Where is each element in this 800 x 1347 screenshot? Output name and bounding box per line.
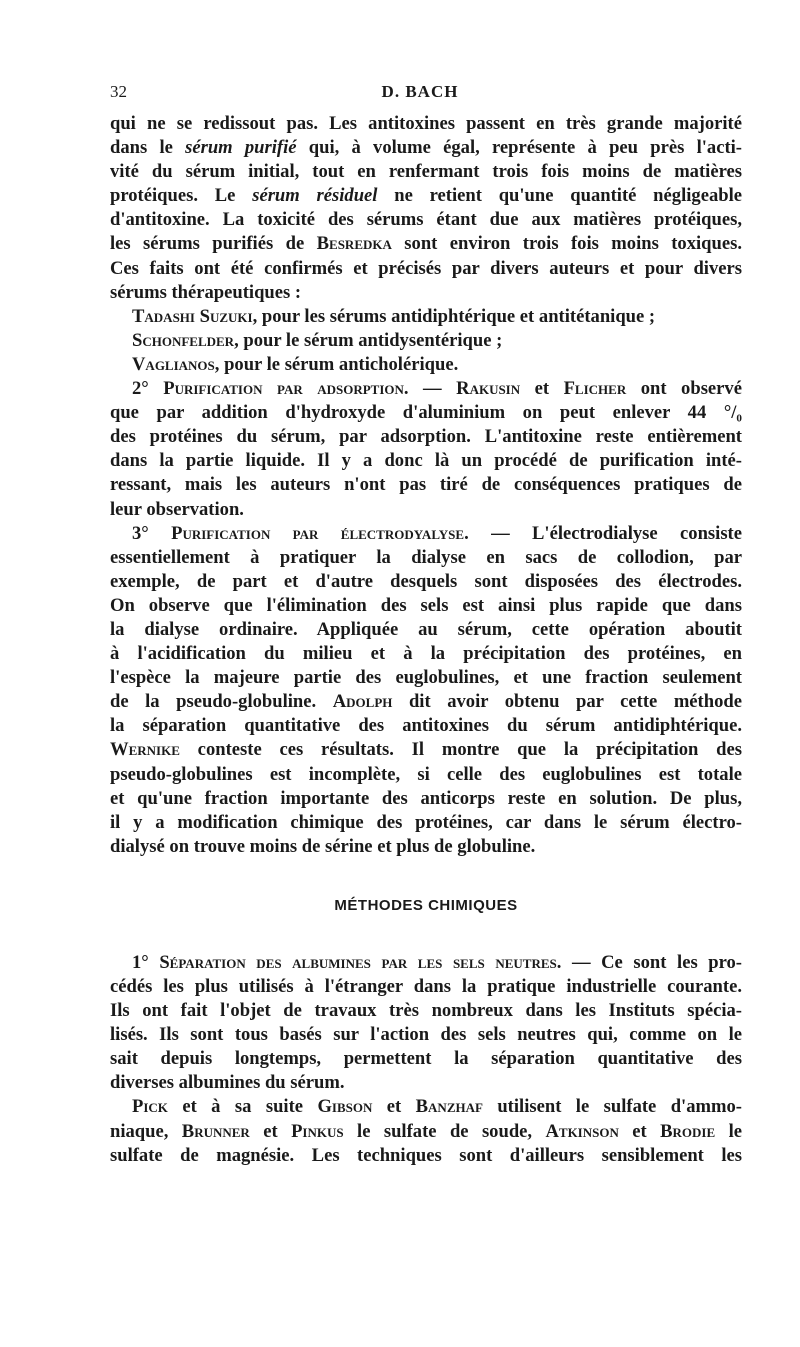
- author-name: Schonfelder: [132, 329, 235, 351]
- text-line: sérums thérapeutiques :: [110, 281, 302, 303]
- text-line: Wernike conteste ces résultats. Il montre que la précipitation des: [110, 739, 742, 761]
- text-line: des protéines du sérum, par adsorption. L'antitoxine reste entièrement: [110, 426, 742, 448]
- author-name: Vaglianos: [132, 353, 215, 375]
- author-name: Pinkus: [291, 1120, 344, 1142]
- text-line: la dialyse ordinaire. Appliquée au sérum, cette opération aboutit: [110, 618, 742, 640]
- text-line: 3° Purification par électrodyalyse. — L'électrodialyse consiste: [132, 522, 742, 544]
- text-line: ressant, mais les auteurs n'ont pas tiré de conséquences pratiques de: [110, 474, 742, 496]
- paragraph-techniques: [110, 1095, 742, 1167]
- author-name: Tadashi Suzuki: [132, 305, 253, 327]
- page-header: [110, 82, 730, 106]
- author-name: Brunner: [181, 1120, 250, 1142]
- author-name: Rakusin: [456, 378, 521, 400]
- text-line: cédés les plus utilisés à l'étranger dans la pratique industrielle courante.: [110, 976, 742, 997]
- text-line: lisés. Ils sont tous basés sur l'action des sels neutres qui, comme on le: [110, 1024, 742, 1046]
- text-line: Ils ont fait l'objet de travaux très nombreux dans les Instituts spécia-: [110, 1000, 742, 1022]
- text-line: vité du sérum initial, tout en renfermant trois fois moins de matières: [110, 161, 742, 183]
- text-line: Ces faits ont été confirmés et précisés par divers auteurs et pour divers: [110, 257, 742, 279]
- text-line: pseudo-globulines est incomplète, si celle des euglobulines est totale: [110, 763, 742, 785]
- paragraph-neutral-salts: [110, 951, 742, 1096]
- text-line: les sérums purifiés de Besredka sont environ trois fois moins toxiques.: [110, 233, 742, 255]
- italic-term: sérum purifié: [185, 137, 297, 159]
- text-line: On observe que l'élimination des sels est ainsi plus rapide que dans: [110, 594, 742, 616]
- text-line: de la pseudo-globuline. Adolph dit avoir obtenu par cette méthode: [110, 691, 742, 713]
- text-line: leur observation.: [110, 498, 244, 520]
- text-line: que par addition d'hydroxyde d'aluminium on peut enlever 44 °/₀: [110, 402, 742, 424]
- text-line: dialysé on trouve moins de sérine et plus de globuline.: [110, 835, 536, 857]
- text-line: niaque, Brunner et Pinkus le sulfate de soude, Atkinson et Brodie le: [110, 1120, 742, 1142]
- author-name: Adolph: [332, 691, 393, 713]
- text-line: exemple, de part et d'autre desquels sont disposées des électrodes.: [110, 570, 742, 592]
- list-item: Schonfelder, pour le sérum antidysentérique ;: [132, 329, 503, 351]
- run-in-heading: Purification par adsorption.: [163, 378, 409, 400]
- author-name: Pick: [132, 1096, 168, 1118]
- author-name: Atkinson: [545, 1120, 619, 1142]
- author-name: Wernike: [110, 739, 180, 761]
- text-line: sulfate de magnésie. Les techniques sont d'ailleurs sensiblement les: [110, 1144, 742, 1166]
- run-in-heading: Purification par électrodyalyse.: [171, 522, 469, 544]
- author-name: Banzhaf: [415, 1096, 483, 1118]
- paragraph-adsorption: [110, 377, 742, 522]
- text-line: et qu'une fraction importante des anticorps reste en solution. De plus,: [110, 787, 742, 809]
- text-line: il y a modification chimique des protéines, car dans le sérum électro-: [110, 811, 742, 833]
- author-name: Brodie: [660, 1120, 716, 1142]
- text-line: dans la partie liquide. Il y a donc là un procédé de purification inté-: [110, 450, 742, 472]
- text-line: l'espèce la majeure partie des euglobulines, et une fraction seulement: [110, 667, 742, 689]
- text-line: essentiellement à pratiquer la dialyse en sacs de collodion, par: [110, 546, 742, 568]
- text-line: sait depuis longtemps, permettent la séparation quantitative des: [110, 1048, 742, 1070]
- italic-term: sérum résiduel: [252, 185, 378, 207]
- author-name: Besredka: [316, 233, 392, 255]
- text-line: qui ne se redissout pas. Les antitoxines passent en très grande majorité: [110, 113, 742, 134]
- run-in-heading: Séparation des albumines par les sels neutres.: [159, 951, 562, 973]
- text-line: diverses albumines du sérum.: [110, 1072, 345, 1094]
- author-name: Flicher: [563, 378, 627, 400]
- text-line: protéiques. Le sérum résiduel ne retient qu'une quantité négligeable: [110, 185, 743, 207]
- text-line: la séparation quantitative des antitoxines du sérum antidiphtérique.: [110, 715, 742, 737]
- text-line: à l'acidification du milieu et à la précipitation des protéines, en: [110, 643, 742, 665]
- text-line: Pick et à sa suite Gibson et Banzhaf utilisent le sulfate d'ammo-: [132, 1096, 742, 1118]
- text-line: 1° Séparation des albumines par les sels neutres. — Ce sont les pro-: [132, 951, 743, 973]
- paragraph-electrodialysis: [110, 522, 742, 859]
- author-list: [110, 305, 742, 377]
- page-body: [110, 112, 742, 1168]
- text-line: d'antitoxine. La toxicité des sérums étant due aux matières protéiques,: [110, 209, 742, 231]
- list-item: Tadashi Suzuki, pour les sérums antidiphtérique et antitétanique ;: [132, 305, 656, 327]
- author-name: Gibson: [317, 1096, 373, 1118]
- running-head: D. BACH: [381, 82, 459, 101]
- section-title: MÉTHODES CHIMIQUES: [334, 896, 518, 914]
- text-line: 2° Purification par adsorption. — Rakusin et Flicher ont observé: [132, 378, 742, 400]
- paragraph-serum-purification: [110, 112, 742, 305]
- page-number: 32: [110, 82, 127, 101]
- text-line: dans le sérum purifié qui, à volume égal, représente à peu près l'acti-: [110, 137, 742, 159]
- list-item: Vaglianos, pour le sérum anticholérique.: [132, 353, 459, 375]
